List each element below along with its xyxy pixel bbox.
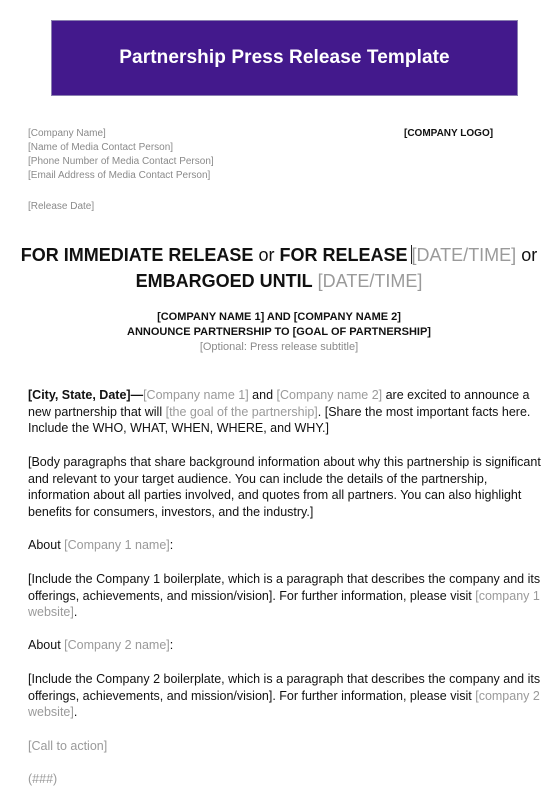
lead-paragraph [28, 387, 544, 437]
title-line-1[interactable]: [COMPANY NAME 1] AND [COMPANY NAME 2] [157, 311, 401, 323]
headline-embargoed: EMBARGOED UNTIL [135, 271, 313, 291]
company-2-placeholder[interactable]: [Company name 2] [276, 388, 383, 402]
company-1-name-placeholder[interactable]: [Company 1 name] [64, 538, 170, 552]
headline-for-release: FOR RELEASE [279, 245, 408, 265]
about-label: About [28, 638, 61, 652]
boilerplate-period: . [73, 705, 78, 720]
about-company-1-heading [28, 537, 544, 554]
lead-text-2: . [Share the most important facts here. Include the WHO, WHAT, WHEN, WHERE, and WHY.] [28, 404, 531, 436]
company-1-boilerplate [28, 571, 544, 621]
company-2-boilerplate [28, 671, 544, 721]
press-release-title [0, 310, 558, 355]
contact-company-name[interactable]: [Company Name] [28, 128, 106, 139]
title-banner [51, 20, 518, 96]
company-logo-placeholder[interactable]: [COMPANY LOGO] [404, 128, 494, 139]
dateline[interactable]: [City, State, Date]— [28, 388, 144, 402]
title-line-2[interactable]: ANNOUNCE PARTNERSHIP TO [GOAL OF PARTNERSHIP] [127, 326, 431, 338]
boilerplate-text[interactable]: [Include the Company 1 boilerplate, which is a paragraph that describes the company and its offerings, achievements, and mission/vision]. For further information, please visit [28, 572, 541, 603]
boilerplate-text[interactable]: [Include the Company 2 boilerplate, which is a paragraph that describes the company and its offerings, achievements, and mission/vision]. For further information, please visit [28, 672, 541, 703]
headline-date-time[interactable]: [DATE/TIME] [411, 245, 517, 265]
about-label: About [28, 538, 61, 552]
lead-text: are excited to announce a new partnership that will [28, 388, 530, 419]
company-2-name-placeholder[interactable]: [Company 2 name] [64, 638, 170, 652]
body-paragraph[interactable]: [Body paragraphs that share background information about why this partnership is significant and relevant to your target audience. You can include the details of the partnership, information about all parties involved, and quotes from all partners. You can also highlight benefits for consumers, investors, and the industry.] [28, 455, 541, 520]
contact-block [28, 127, 214, 183]
about-company-2-heading [28, 637, 544, 654]
contact-person-name[interactable]: [Name of Media Contact Person] [28, 142, 174, 153]
headline-or: or [521, 245, 538, 265]
contact-email[interactable]: [Email Address of Media Contact Person] [28, 170, 211, 181]
company-2-website-placeholder[interactable]: [company 2 website] [28, 688, 540, 720]
call-to-action[interactable]: [Call to action] [28, 739, 108, 753]
contact-phone[interactable]: [Phone Number of Media Contact Person] [28, 156, 214, 167]
about-colon: : [169, 638, 174, 652]
headline-immediate: FOR IMMEDIATE RELEASE [20, 245, 254, 265]
goal-placeholder[interactable]: [the goal of the partnership] [165, 404, 318, 419]
about-colon: : [169, 538, 174, 552]
page-title: Partnership Press Release Template [119, 47, 450, 68]
release-headline [0, 242, 558, 294]
company-1-website-placeholder[interactable]: [company 1 website] [28, 588, 540, 620]
headline-date-time[interactable]: [DATE/TIME] [317, 271, 423, 291]
headline-or: or [258, 245, 275, 265]
boilerplate-period: . [73, 605, 78, 620]
subtitle[interactable]: [Optional: Press release subtitle] [199, 341, 359, 353]
lead-and: and [252, 388, 274, 402]
release-date[interactable]: [Release Date] [28, 201, 95, 212]
company-1-placeholder[interactable]: [Company name 1] [143, 388, 249, 402]
end-mark: (###) [28, 772, 58, 786]
